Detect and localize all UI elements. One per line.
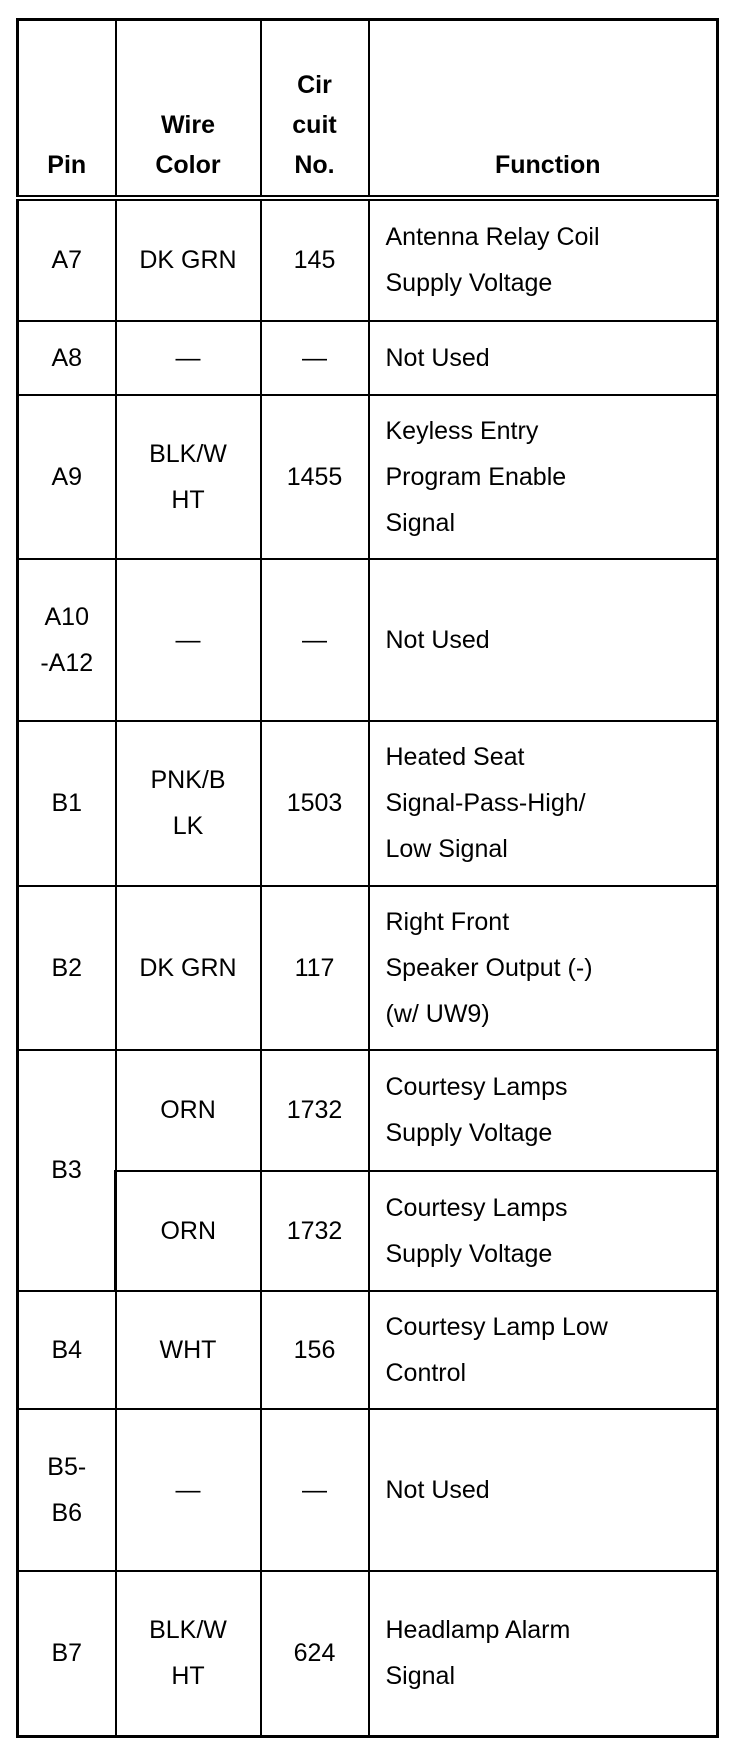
circuit-cell: 1732 xyxy=(261,1050,369,1171)
circuit-cell: — xyxy=(261,1409,369,1571)
wire-color-cell: BLK/W HT xyxy=(116,395,261,559)
function-cell: Antenna Relay Coil Supply Voltage xyxy=(369,198,718,321)
wire-color-cell: DK GRN xyxy=(116,886,261,1050)
function-cell: Keyless Entry Program Enable Signal xyxy=(369,395,718,559)
function-cell: Courtesy Lamp Low Control xyxy=(369,1291,718,1409)
circuit-cell: 145 xyxy=(261,198,369,321)
table-row xyxy=(18,1409,718,1571)
function-cell: Courtesy Lamps Supply Voltage xyxy=(369,1050,718,1171)
function-cell: Not Used xyxy=(369,559,718,721)
wire-color-cell: PNK/B LK xyxy=(116,721,261,886)
pin-cell: B1 xyxy=(18,721,116,886)
function-cell: Not Used xyxy=(369,1409,718,1571)
table-row xyxy=(18,721,718,886)
wire-color-cell: BLK/W HT xyxy=(116,1571,261,1737)
pin-cell: B5- B6 xyxy=(18,1409,116,1571)
function-cell: Courtesy Lamps Supply Voltage xyxy=(369,1171,718,1291)
table-row xyxy=(18,1171,718,1291)
circuit-cell: — xyxy=(261,559,369,721)
pin-cell: A10 -A12 xyxy=(18,559,116,721)
table-row xyxy=(18,321,718,395)
pin-cell: A7 xyxy=(18,198,116,321)
wire-color-cell: — xyxy=(116,1409,261,1571)
header-function: Function xyxy=(369,20,718,198)
circuit-cell: 117 xyxy=(261,886,369,1050)
wire-color-cell: ORN xyxy=(116,1050,261,1171)
table-row xyxy=(18,198,718,321)
wire-color-cell: WHT xyxy=(116,1291,261,1409)
header-row xyxy=(18,20,718,198)
table-row xyxy=(18,1291,718,1409)
circuit-cell: 156 xyxy=(261,1291,369,1409)
circuit-cell: 1455 xyxy=(261,395,369,559)
function-cell: Heated Seat Signal-Pass-High/ Low Signal xyxy=(369,721,718,886)
wire-color-cell: — xyxy=(116,321,261,395)
table-row xyxy=(18,395,718,559)
circuit-cell: — xyxy=(261,321,369,395)
wire-color-cell: ORN xyxy=(116,1171,261,1291)
table-row xyxy=(18,1571,718,1737)
header-wire-color: Wire Color xyxy=(116,20,261,198)
table-row xyxy=(18,886,718,1050)
wire-color-cell: — xyxy=(116,559,261,721)
pin-cell: A9 xyxy=(18,395,116,559)
circuit-cell: 1503 xyxy=(261,721,369,886)
header-pin: Pin xyxy=(18,20,116,198)
pin-cell: A8 xyxy=(18,321,116,395)
circuit-cell: 1732 xyxy=(261,1171,369,1291)
function-cell: Headlamp Alarm Signal xyxy=(369,1571,718,1737)
function-cell: Not Used xyxy=(369,321,718,395)
pin-cell: B2 xyxy=(18,886,116,1050)
table-row xyxy=(18,559,718,721)
pin-table xyxy=(16,18,719,1738)
pin-cell: B3 xyxy=(18,1050,116,1291)
wire-color-cell: DK GRN xyxy=(116,198,261,321)
pin-cell: B7 xyxy=(18,1571,116,1737)
header-circuit-no: Cir cuit No. xyxy=(261,20,369,198)
function-cell: Right Front Speaker Output (-) (w/ UW9) xyxy=(369,886,718,1050)
circuit-cell: 624 xyxy=(261,1571,369,1737)
table-row xyxy=(18,1050,718,1171)
pin-cell: B4 xyxy=(18,1291,116,1409)
